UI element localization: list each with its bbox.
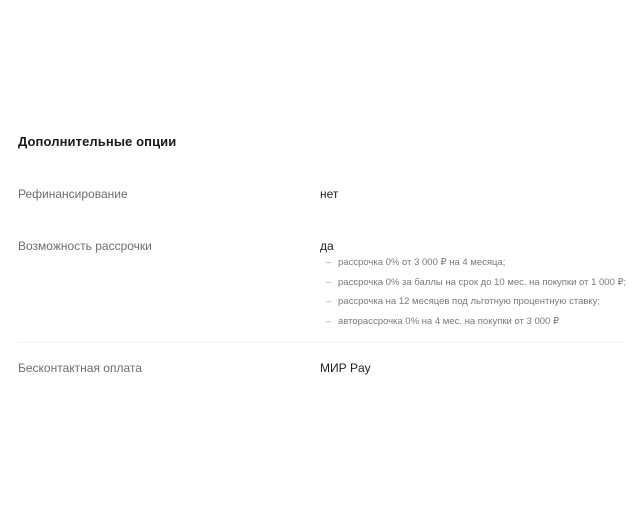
section-title: Дополнительные опции <box>18 134 177 149</box>
dash-bullet: – <box>326 257 332 268</box>
dash-bullet: – <box>326 315 332 327</box>
option-value: да <box>320 239 334 253</box>
installment-detail-text: рассрочка на 12 месяцев под льготную процентную ставку; <box>338 296 601 307</box>
installment-detail-item <box>326 292 626 312</box>
installment-detail-item <box>326 273 626 293</box>
installment-details-list <box>326 253 626 331</box>
installment-detail-text: рассрочка 0% от 3 000 ₽ на 4 месяца; <box>338 257 506 268</box>
option-value: МИР Pay <box>320 361 371 375</box>
option-label: Возможность рассрочки <box>18 239 152 253</box>
dash-bullet: – <box>326 296 332 307</box>
installment-detail-text: рассрочка 0% за баллы на срок до 10 мес. на покупки от 1 000 ₽; <box>338 276 627 288</box>
option-label: Рефинансирование <box>18 187 128 201</box>
dash-bullet: – <box>326 276 332 288</box>
row-divider <box>18 342 624 343</box>
installment-detail-item <box>326 312 626 332</box>
installment-detail-text: авторассрочка 0% на 4 мес. на покупки от 3 000 ₽ <box>338 315 559 327</box>
option-value: нет <box>320 187 339 201</box>
installment-detail-item <box>326 253 626 273</box>
option-label: Бесконтактная оплата <box>18 361 142 375</box>
